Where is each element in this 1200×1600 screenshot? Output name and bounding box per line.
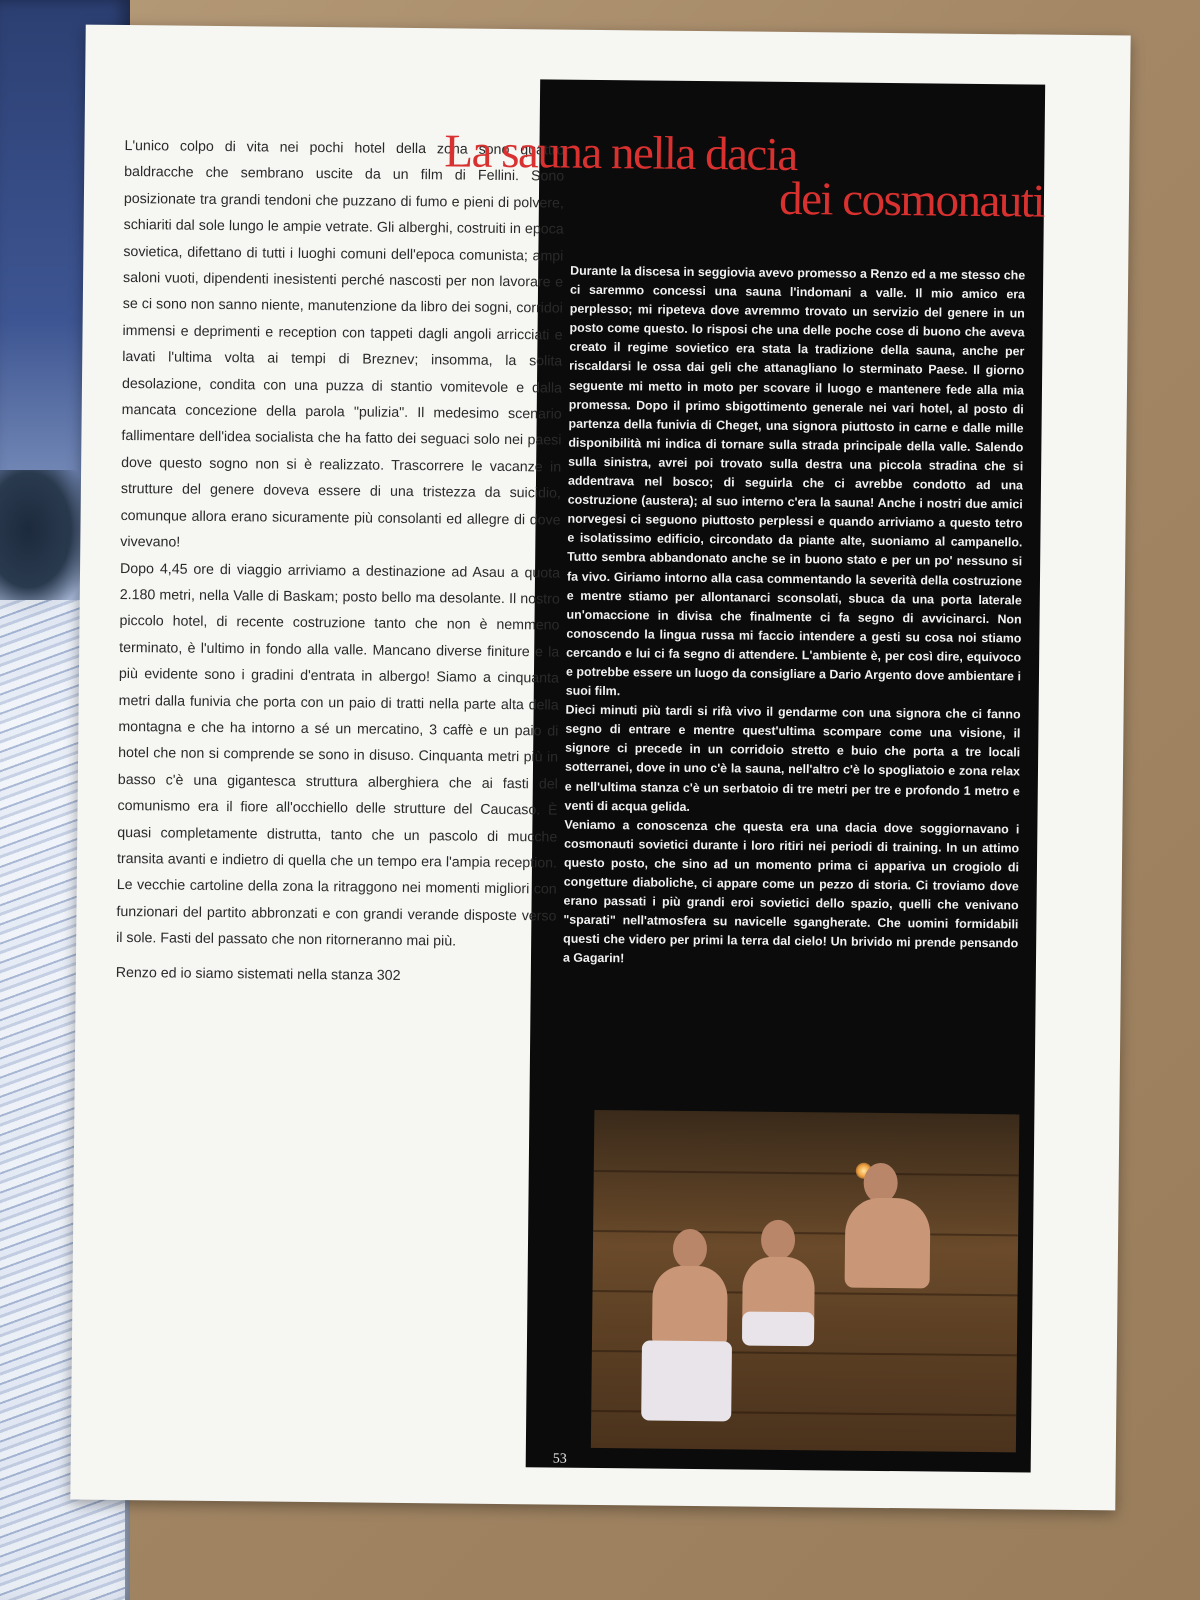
right-paragraph-1: Durante la discesa in seggiovia avevo promesso a Renzo ed a me stesso che ci saremmo concessi una sauna l'indomani a valle. Il mio amico era perplesso; mi ripeteva dove avremmo trovato un servizio del genere in un posto come questo. Io risposi che una delle poche cose di buono che aveva creato il regime sovietico era stata la tradizione della sauna, anche per riscaldarsi le ossa dai geli che attanagliano lo sterminato Paese. Il giorno seguente mi metto in moto per scovare il luogo e mantenere fede alla mia promessa. Dopo il primo sbigottimento generale nei vari hotel, al posto di partenza della funivia di Cheget, una signora piuttosto in carne e dalle mille disponibilità mi indica di tornare sulla strada principale della valle. Salendo sulla sinistra, avrei poi trovato sulla destra una piccola stradina che si addentrava nel bosco; di seguirla che ci avrebbe condotto ad una costruzione (austera); al suo interno c'era la sauna! Anche i nostri due amici norvegesi ci seguono piuttosto perplessi e quando arriviamo a questo tetro e isolatissimo edificio, circondato da piante alte, suoniamo al campanello. Tutto sembra abbandonato anche se in buono stato e per un po' nessuno si fa vivo. Giriamo intorno alla casa commentando la severità della costruzione e mentre stiamo per allontanarci sconsolati, sbuca da una porta laterale un'omaccione in divisa che finalmente ci fa segno di avvicinarci. Non conoscendo la lingua russa mi faccio intendere a gesti su cosa noi stiamo cercando e lui ci fa segno di attendere. L'ambiente è, per così dire, equivoco e potrebbe essere un luogo da consigliare a Dario Argento dove ambientare i suoi film. <box>565 263 1026 699</box>
right-paragraph-2: Dieci minuti più tardi si rifà vivo il gendarme con una signora che ci fanno segno di entrare e mentre quest'ultima scompare come una visione, il signore ci precede in un corridoio stretto e buio che porta a tre locali sotterranei, dove in uno c'è la sauna, nell'altro c'è lo spogliatoio e zona relax e nell'ultima stanza c'è un serbatoio di tre metri per tre e profondo 1 metro e venti di acqua gelida. <box>564 702 1021 814</box>
title-line-1: La sauna nella dacia <box>444 125 798 182</box>
person-head <box>673 1229 707 1269</box>
page-number: 53 <box>552 1451 567 1467</box>
sauna-photo <box>591 1110 1020 1452</box>
left-column-text <box>116 133 565 991</box>
left-paragraph-3: Renzo ed io siamo sistemati nella stanza 302 <box>115 964 401 984</box>
right-paragraph-3: Veniamo a conoscenza che questa era una dacia dove soggiornavano i cosmonauti sovietici durante i loro ritiri nei periodi di training. In un attimo questo posto, che sino ad un momento prima ci appariva un crogiolo di congetture diaboliche, ci appare come un pezzo di storia. Ci troviamo dove erano passati i più grandi eroi sovietici dello spazio, quelli che venivano "sparati" nell'atmosfera su navicelle sgangherate. Che uomini formidabili questi che videro per primi la terra dal cielo! Un brivido mi prende pensando a Gagarin! <box>562 817 1020 966</box>
towel <box>641 1340 732 1421</box>
magazine-page <box>70 25 1130 1511</box>
person-head <box>761 1220 795 1260</box>
left-paragraph-1: L'unico colpo di vita nei pochi hotel della zona sono quattro baldracche che sembrano uscite da un film di Fellini. Sono posizionate tra grandi tendoni che puzzano di fumo e pieni di polvere, schiariti dal sole lungo le ampie vetrate. Gli alberghi, costruiti in epoca sovietica, difettano di tutti i luoghi comuni dell'epoca comunista; ampi saloni vuoti, dipendenti inesistenti perché nascosti per non lavorare e se ci sono non sanno niente, manutenzione da libro dei sogni, corridoi immensi e deprimenti e reception con tappeti dagli angoli arricciati e lavati l'ultima volta ai tempi di Breznev; insomma, la solita desolazione, condita con una puzza di stantio vomitevole e dalla mancata concezione della parola "pulizia". Il medesimo scenario fallimentare dell'idea socialista che ha fatto dei seguaci solo nei paesi dove questo sogno non si è realizzato. Trascorrere le vacanze in strutture del genere doveva essere di una tristezza da suicidio, comunque allora erano sicuramente più consolanti ed allegre di dove vivevano! <box>120 137 565 551</box>
towel <box>742 1312 814 1347</box>
title-line-2: dei cosmonauti <box>778 172 1045 228</box>
right-column-text <box>563 262 1025 973</box>
person-torso <box>652 1266 728 1347</box>
left-paragraph-2: Dopo 4,45 ore di viaggio arriviamo a destinazione ad Asau a quota 2.180 metri, nella Valle di Baskam; posto bello ma desolante. Il nostro piccolo hotel, di recente costruzione tanto che non è nemmeno terminato, è l'ultimo in fondo alla valle. Mancano diverse finiture e la più evidente sono i gradini d'entrata in albergo! Siamo a cinquanta metri dalla funivia che porta con un paio di tratti nella parte alta della montagna e che ha intorno a sé un mercatino, 3 caffè e un paio di hotel che non si comprende se sono in disuso. Cinquanta metri più in basso c'è una gigantesca struttura alberghiera che ai fasti del comunismo era il fiore all'occhiello delle strutture del Caucaso. È quasi completamente distrutta, tanto che un pascolo di mucche transita avanti e indietro di quella che un tempo era l'ampia reception. Le vecchie cartoline della zona la ritraggono nei momenti migliori con funzionari del partito abbronzati e con grandi verande disposte verso il sole. Fasti del passato che non ritorneranno mai più. <box>116 560 561 950</box>
person-torso <box>845 1198 931 1289</box>
